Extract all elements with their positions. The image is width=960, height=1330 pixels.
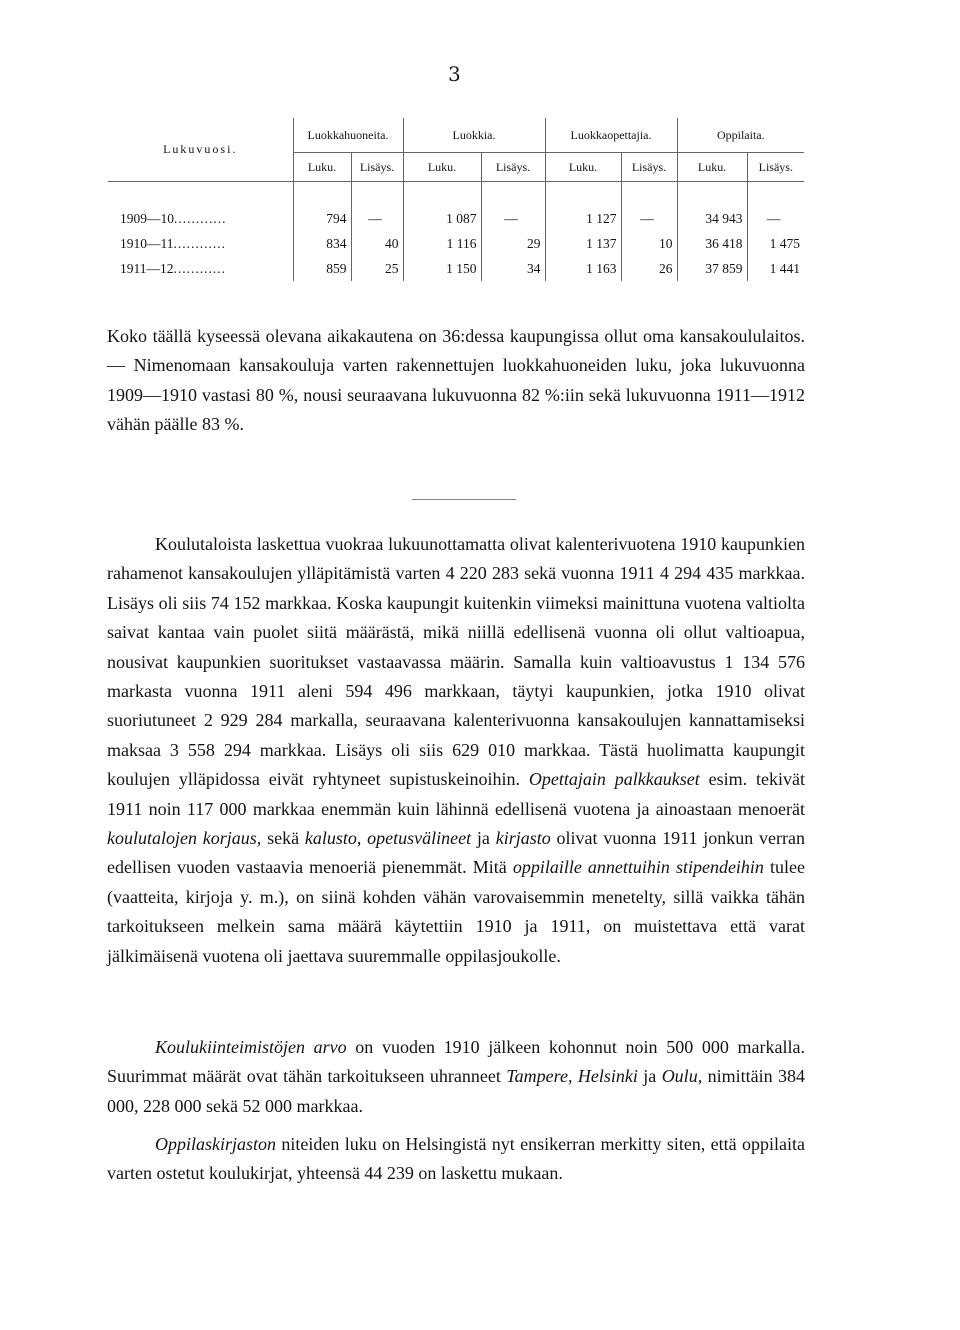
leader-dots: ............	[174, 210, 227, 226]
group-header-teachers: Luokkaopettajia.	[545, 118, 677, 153]
cell-value: 40	[351, 231, 403, 256]
cell-value: 1 163	[545, 256, 621, 281]
cell-value: 10	[621, 231, 677, 256]
cell-value: 1 441	[747, 256, 804, 281]
cell-value: 834	[293, 231, 351, 256]
leader-dots: ............	[173, 260, 226, 276]
subheader-count: Luku.	[293, 153, 351, 182]
subheader-increase: Lisäys.	[351, 153, 403, 182]
cell-value: 36 418	[677, 231, 747, 256]
cell-value: 1 137	[545, 231, 621, 256]
group-header-rooms: Luokkahuoneita.	[293, 118, 403, 153]
row-year: 1911—12	[120, 260, 174, 276]
cell-value: 34 943	[677, 206, 747, 231]
leader-dots: ............	[173, 235, 226, 251]
text-run: on vuoden 1910 jälkeen kohonnut noin 500 000 markalla. Suurimmat määrät ovat tähän tarkoitukseen uhranneet	[107, 1037, 805, 1087]
text-run: ja	[637, 1066, 662, 1087]
cell-value: 859	[293, 256, 351, 281]
cell-value: 1 475	[747, 231, 804, 256]
cell-value: 1 116	[403, 231, 481, 256]
subheader-increase: Lisäys.	[621, 153, 677, 182]
emphasis-pupil-library: Oppilaskirjaston	[155, 1134, 277, 1154]
emphasis-cities: Tampere, Helsinki	[506, 1066, 638, 1087]
group-header-pupils: Oppilaita.	[677, 118, 804, 153]
statistics-table-wrap	[108, 118, 804, 308]
section-divider	[412, 499, 516, 500]
statistics-table	[108, 118, 804, 281]
text-run: esim. tekivät 1911 noin 117 000 markkaa enemmän kuin lähinnä edellisenä vuotena ja ainoastaan menoerät	[107, 769, 805, 819]
year-column-header: Lukuvuosi.	[108, 118, 293, 182]
text-run: ja	[471, 828, 496, 849]
text-run: olivat vuonna 1911 jonkun verran edellisen vuoden vastaavia menoeriä pienemmät. Mitä	[107, 828, 805, 878]
cell-value: 25	[351, 256, 403, 281]
cell-value: —	[481, 206, 545, 231]
subheader-increase: Lisäys.	[747, 153, 804, 182]
row-year: 1909—10	[120, 210, 174, 226]
table-row	[108, 206, 804, 231]
emphasis-property-value: Koulukiinteimistöjen arvo	[155, 1037, 347, 1057]
text-run: nimittäin 384 000, 228 000 sekä 52 000 markkaa.	[107, 1066, 805, 1116]
cell-value: —	[621, 206, 677, 231]
text-run: niteiden luku on Helsingistä nyt ensikerran merkitty siten, että oppilaita varten ostetut koulukirjat, yhteensä 44 239 on laskettu mukaan.	[107, 1134, 805, 1184]
cell-value: 1 087	[403, 206, 481, 231]
emphasis-furniture-equipment: kalusto, opetusvälineet	[304, 828, 472, 849]
cell-value: 34	[481, 256, 545, 281]
subheader-count: Luku.	[403, 153, 481, 182]
cell-value: 29	[481, 231, 545, 256]
paragraph-facilities	[107, 322, 805, 440]
cell-value: 37 859	[677, 256, 747, 281]
cell-value: 1 127	[545, 206, 621, 231]
cell-value: 1 150	[403, 256, 481, 281]
table-row	[108, 231, 804, 256]
table-row	[108, 256, 804, 281]
paragraph-text: Koko täällä kyseessä olevana aikakautena on 36:dessa kaupungissa ollut oma kansakoululaitos. — Nimenomaan kansakouluja varten rakennettujen luokkahuoneiden luku, joka lukuvuonna 1909—1910 vastasi 80 %, nousi seuraavana lukuvuonna 82 %:iin sekä lukuvuonna 1911—1912 vähän päälle 83 %.	[107, 326, 805, 435]
row-year: 1910—11	[120, 235, 174, 251]
text-run: Koulutaloista laskettua vuokraa lukuunottamatta olivat kalenterivuotena 1910 kaupunkien rahamenot kansakoulujen ylläpitämistä varten 4 220 283 sekä vuonna 1911 4 294 435 markkaa. Lisäys oli siis 74 152 markkaa. Koska kaupungit kuitenkin viimeksi mainittuna vuotena valtiolta saivat kantaa vain puolet siitä määrästä, mikä niillä edellisenä vuonna oli ollut valtioapua, nousivat kaupunkien suoritukset vastaavassa määrin. Samalla kuin valtioavustus 1 134 576 markasta vuonna 1911 aleni 594 496 markkaan, täytyi kaupunkien, jotka 1910 olivat suoriutuneet 2 929 284 markalla, seuraavana kalenterivuonna kansakoulujen kannattamiseksi maksaa 3 558 294 markkaa. Lisäys oli siis 629 010 markkaa. Tästä huolimatta kaupungit koulujen ylläpidossa eivät ryhtyneet supistuskeinoihin.	[107, 534, 805, 790]
group-header-classes: Luokkia.	[403, 118, 545, 153]
paragraph-property-value	[107, 1033, 805, 1121]
cell-value: —	[351, 206, 403, 231]
emphasis-library: kirjasto	[495, 828, 551, 849]
text-run: tulee (vaatteita, kirjoja y. m.), on siinä kohden vähän varovaisemmin menetelty, sillä vaikka tähän tarkoitukseen melkein sama määrä käytettiin 1910 ja 1911, on muistettava että varat jälkimäisenä vuotena oli jaettava suuremmalle oppilasjoukolle.	[107, 857, 805, 966]
emphasis-building-repairs: koulutalojen korjaus,	[107, 828, 262, 849]
cell-value: 26	[621, 256, 677, 281]
subheader-count: Luku.	[545, 153, 621, 182]
emphasis-oulu: Oulu,	[661, 1066, 703, 1087]
text-run: sekä	[261, 828, 305, 849]
subheader-count: Luku.	[677, 153, 747, 182]
page-number: 3	[448, 62, 461, 86]
cell-value: 794	[293, 206, 351, 231]
paragraph-expenditure	[107, 530, 805, 971]
emphasis-stipends: oppilaille annettuihin stipendeihin	[512, 857, 764, 878]
emphasis-teacher-salaries: Opettajain palkkaukset	[528, 769, 700, 790]
paragraph-pupil-library	[107, 1130, 805, 1189]
cell-value: —	[747, 206, 804, 231]
subheader-increase: Lisäys.	[481, 153, 545, 182]
